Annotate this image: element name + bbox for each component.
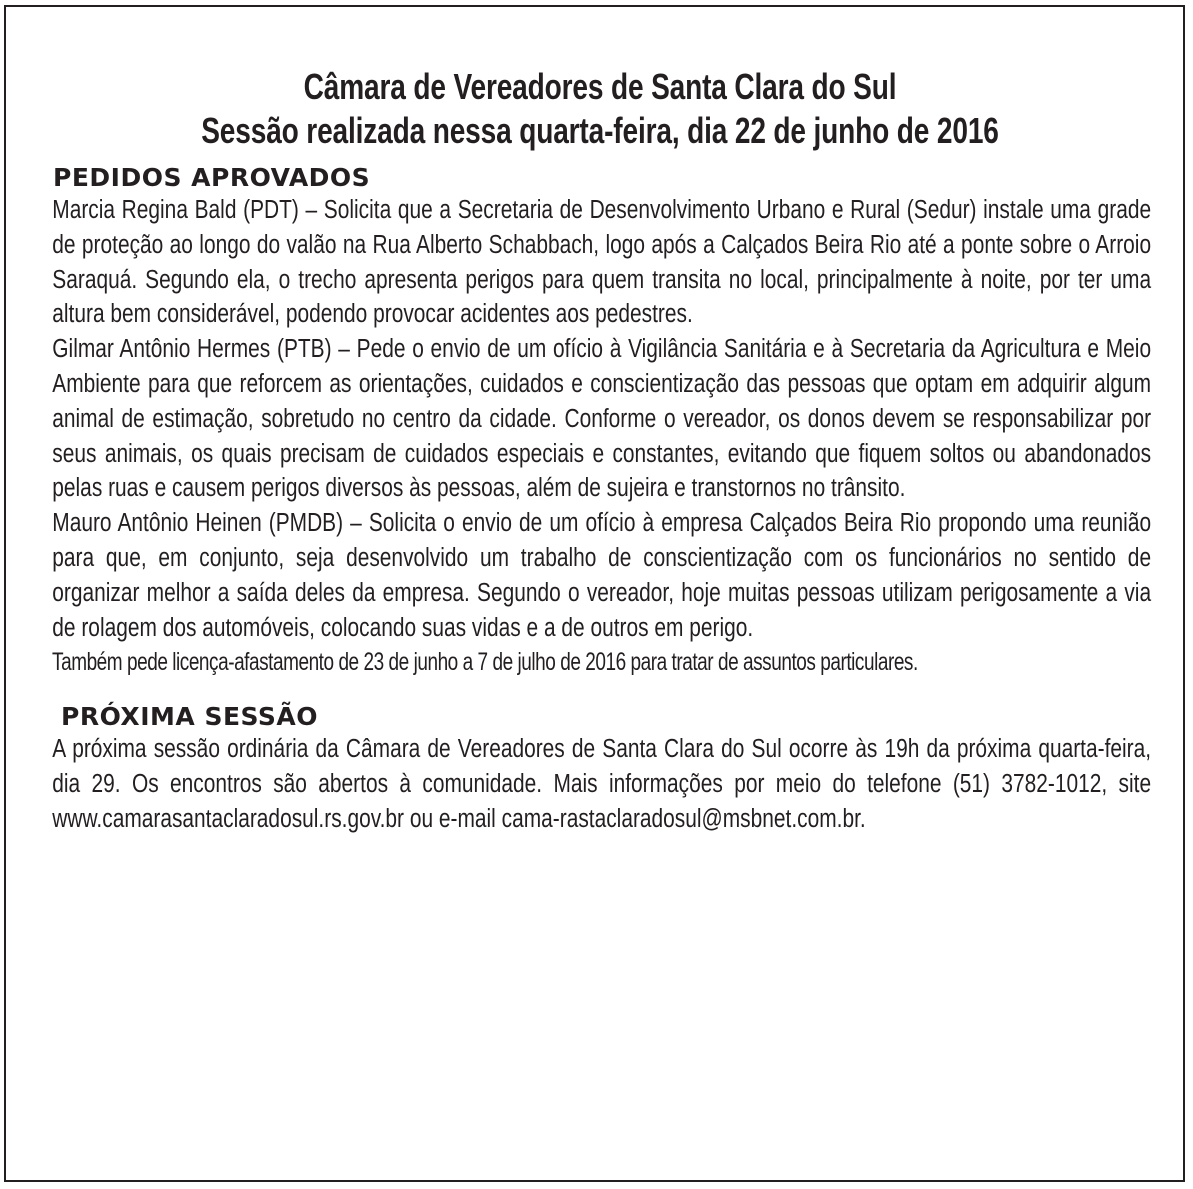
- pedido-paragraph: Gilmar Antônio Hermes (PTB) – Pede o envio de um ofício à Vigilância Sanitária e à Secretaria da Agricultura e Meio Ambiente para que reforcem as orientações, cuidados e conscientização das pessoas que optam em adquirir algum animal de estimação, sobretudo no centro da cidade. Conforme o vereador, os donos devem se responsabilizar por seus animais, os quais precisam de cuidados especiais e constantes, evitando que fiquem soltos ou abandonados pelas ruas e causem perigos diversos às pessoas, além de sujeira e transtornos no trânsito.: [52, 335, 1152, 503]
- pedido-paragraph: Mauro Antônio Heinen (PMDB) – Solicita o envio de um ofício à empresa Calçados Beira Rio propondo uma reunião para que, em conjunto, seja desenvolvido um trabalho de conscientização com os funcionários no sentido de organizar melhor a saída deles da empresa. Segundo o vereador, hoje muitas pessoas utilizam perigosamente a via de rolagem dos automóveis, colocando suas vidas e a de outros em perigo.: [52, 509, 1152, 642]
- notice-headline: [170, 65, 1030, 153]
- pedido-paragraph: Marcia Regina Bald (PDT) – Solicita que a Secretaria de Desenvolvimento Urbano e Rural (Sedur) instale uma grade de proteção ao longo do valão na Rua Alberto Schabbach, logo após a Calçados Beira Rio até a ponte sobre o Arroio Saraquá. Segundo ela, o trecho apresenta perigos para quem transita no local, principalmente à noite, por ter uma altura bem considerável, podendo provocar acidentes aos pedestres.: [52, 196, 1152, 329]
- pedido-extra-paragraph: Também pede licença-afastamento de 23 de junho a 7 de julho de 2016 para tratar de assuntos particulares.: [52, 648, 918, 677]
- headline-line-2: Sessão realizada nessa quarta-feira, dia 22 de junho de 2016: [201, 110, 999, 151]
- proxima-paragraph: A próxima sessão ordinária da Câmara de Vereadores de Santa Clara do Sul ocorre às 19h da próxima quarta-feira, dia 29. Os encontros são abertos à comunidade. Mais informações por meio do telefone (51) 3782-1012, site www.camarasantaclaradosul.rs.gov.br ou e-mail cama-rastaclaradosul@msbnet.com.br.: [52, 735, 1152, 833]
- headline-line-1: Câmara de Vereadores de Santa Clara do Sul: [303, 66, 897, 107]
- notice-frame: [4, 5, 1185, 1182]
- section-heading-pedidos: PEDIDOS APROVADOS: [53, 163, 371, 192]
- notice-content: [49, 65, 1151, 837]
- section-heading-proxima: PRÓXIMA SESSÃO: [61, 702, 319, 732]
